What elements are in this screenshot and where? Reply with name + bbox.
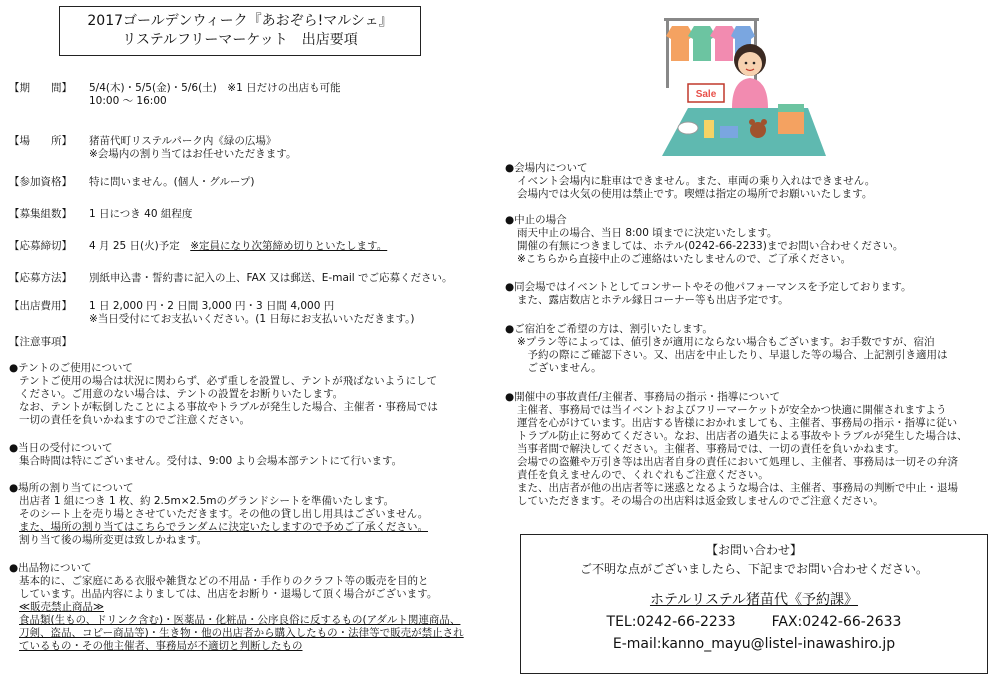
note-tent (9, 362, 489, 442)
note-heading: ●会場内について (505, 162, 588, 174)
detail-value: 4 月 25 日(火)予定 (89, 240, 191, 252)
detail-value: 1 日につき 40 組程度 (89, 208, 193, 220)
box (720, 126, 738, 138)
note-line: 会場での盗難や万引き等は出店者自身の責任において処理し、主催者、事務局は一切その弁済 (517, 456, 958, 468)
contact-tel[interactable]: TEL:0242-66-2233 (606, 614, 736, 630)
detail-list (9, 82, 489, 336)
note-line: 予約の際にご確認下さい。又、出店を中止したり、早退した等の場合、上記割引き適用は (517, 349, 948, 361)
note-line: ※こちらから直接中止のご連絡はいたしませんので、ご了承ください。 (517, 253, 852, 265)
note-cancellation (505, 214, 995, 281)
note-line: また、場所の割り当てはこちらでランダムに決定いたしますので予めご了承ください。 (19, 521, 428, 533)
contact-fax: FAX:0242-66-2633 (771, 614, 902, 630)
contact-email[interactable]: E-mail:kanno_mayu@listel-inawashiro.jp (612, 636, 896, 652)
note-line: 雨天中止の場合、当日 8:00 頃までに決定いたします。 (517, 227, 778, 239)
flea-market-illustration (658, 8, 828, 158)
note-allocation (9, 482, 489, 562)
note-line: 会場内では火気の使用は禁止です。喫煙は指定の場所でお願いいたします。 (517, 188, 873, 200)
note-line: 主催者、事務局では当イベントおよびフリーマーケットが安全かつ快適に開催されますよう (517, 404, 947, 416)
note-line: そのシート上を売り場とさせていただきます。その他の貸し出し用具はございません。 (19, 508, 429, 520)
detail-value: ※当日受付にてお支払いください。(1 日毎にお支払いいただきます。) (89, 313, 415, 325)
note-heading: ●テントのご使用について (9, 362, 133, 374)
detail-label: 【応募締切】 (9, 240, 72, 252)
contact-name[interactable]: ホテルリステル猪苗代《予約課》 (649, 592, 859, 608)
person-body (732, 78, 768, 108)
detail-label: 【参加資格】 (9, 176, 72, 188)
detail-label: 【応募方法】 (9, 272, 72, 284)
note-line: 出店者 1 組につき 1 枚、約 2.5m×2.5mのグランドシートを準備いたします。 (19, 495, 395, 507)
person-face (738, 52, 762, 76)
notes-header: 【注意事項】 (9, 336, 72, 348)
detail-method (9, 272, 489, 300)
note-items (9, 562, 489, 653)
detail-place (9, 135, 489, 176)
note-line: 一切の責任を負いかねますのでご注意ください。 (19, 414, 250, 426)
contact-box (520, 534, 988, 674)
note-line: 基本的に、ご家庭にある衣服や雑貨などの不用品・手作りのクラフト等の販売を目的と (19, 575, 429, 587)
detail-period (9, 82, 489, 135)
detail-count (9, 208, 489, 240)
note-liability (505, 391, 995, 508)
detail-value: 別紙申込書・誓約書に記入の上、FAX 又は郵送、E-mail でご応募ください。 (89, 272, 453, 284)
detail-deadline (9, 240, 489, 272)
note-line: また、出店者が他の出店者等に迷惑となるような場合は、主催者、事務局の判断で中止・退場 (517, 482, 958, 494)
note-line: 集合時間は特にございません。受付は、9:00 より会場本部テントにて行います。 (19, 455, 403, 467)
title-line-1: 2017ゴールデンウィーク『あおぞら!マルシェ』 (87, 13, 393, 29)
prohibited-items-heading: ≪販売禁止商品≫ (19, 601, 104, 613)
note-line: なお、テントが転倒したことによる事故やトラブルが発生した場合、主催者・事務局では (19, 401, 438, 413)
sale-sign-text: Sale (695, 89, 717, 100)
note-line: 責任を負えませんので、くれぐれもご注意ください。 (517, 469, 769, 481)
note-line: また、露店数店とホテル縁日コーナー等も出店予定です。 (517, 294, 789, 306)
note-heading: ●場所の割り当てについて (9, 482, 134, 494)
note-events (505, 281, 995, 323)
note-venue (505, 162, 995, 214)
detail-value: 1 日 2,000 円・2 日間 3,000 円・3 日間 4,000 円 (89, 300, 335, 312)
note-heading: ●ご宿泊をご希望の方は、割引いたします。 (505, 323, 713, 335)
detail-fee (9, 300, 489, 336)
note-reception (9, 442, 489, 482)
note-line: トラブル防止に努めてください。なお、出店者の過失による事故やトラブルが発生した場合は、 (517, 430, 968, 442)
note-line: 刀剣、盗品、コピー商品等)・生き物・他の出店者から購入したもの・法律等で販売が禁止され (19, 627, 464, 639)
right-column (505, 162, 995, 508)
plates (678, 122, 698, 134)
note-line: 割り当て後の場所変更は致しかねます。 (19, 534, 208, 546)
shirt-green (688, 26, 716, 61)
note-heading: ●開催中の事故責任/主催者、事務局の指示・指導について (505, 391, 780, 403)
contact-intro: ご不明な点がございましたら、下記までお問い合わせください。 (579, 562, 928, 576)
rack-bar (664, 18, 759, 21)
detail-label: 【期 間】 (9, 82, 72, 94)
detail-label: 【出店費用】 (9, 300, 72, 312)
note-line: しています。出品内容によりましては、出店をお断り・退場して頂く場合がございます。 (19, 588, 438, 600)
folded-clothes (778, 112, 804, 134)
shirt-orange (666, 26, 694, 61)
detail-value: 10:00 ～ 16:00 (89, 95, 167, 107)
note-line: ございません。 (517, 362, 602, 374)
note-line: 開催の有無につきましては、ホテル(0242-66-2233)までお問い合わせください。 (517, 240, 904, 252)
detail-value: 5/4(木)・5/5(金)・5/6(土) ※1 日だけの出店も可能 (89, 82, 341, 94)
detail-eligibility (9, 176, 489, 208)
title-box (59, 6, 421, 56)
note-line: テントご使用の場合は状況に関わらず、必ず重しを設置し、テントが飛ばないようにして (19, 375, 438, 387)
note-line: ているもの・その他主催者、事務局が不適切と判断したもの (19, 640, 303, 652)
contact-phone-fax (521, 611, 987, 633)
note-line: イベント会場内に駐車はできません。また、車両の乗り入れはできません。 (517, 175, 876, 187)
title-line-2: リステルフリーマーケット 出店要項 (122, 32, 358, 48)
detail-value: 特に問いません。(個人・グループ) (89, 176, 255, 188)
detail-label: 【募集組数】 (9, 208, 72, 220)
detail-label: 【場 所】 (9, 135, 72, 147)
note-line: 運営を心がけています。出店する皆様におかれましても、主催者、事務局の指示・指導に従い (517, 417, 958, 429)
note-heading: ●当日の受付について (9, 442, 113, 454)
rack-pole-left (666, 18, 669, 88)
note-line: していただきます。その場合の出店料は返金致しませんのでご注意ください。 (517, 495, 884, 507)
note-heading: ●出品物について (9, 562, 92, 574)
detail-value: 猪苗代町リステルパーク内《緑の広場》 (89, 135, 277, 147)
contact-title: 【お問い合わせ】 (705, 543, 802, 557)
note-lodging (505, 323, 995, 391)
note-line: 食品類(生もの、ドリンク含む)・医薬品・化粧品・公序良俗に反するもの(アダルト関連商品、 (19, 614, 461, 626)
deadline-note: ※定員になり次第締め切りといたします。 (190, 240, 388, 252)
left-column (9, 82, 489, 653)
note-line: ください。ご用意のない場合は、テントの設置をお断りいたします。 (19, 388, 344, 400)
note-line: 当事者間で解決してください。主催者、事務局では、一切の責任を負いかねます。 (517, 443, 905, 455)
note-heading: ●同会場ではイベントとしてコンサートやその他パフォーマンスを予定しております。 (505, 281, 912, 293)
detail-value: ※会場内の割り当てはお任せいただきます。 (89, 148, 297, 160)
note-line: ※プラン等によっては、値引きが適用にならない場合もございます。お手数ですが、宿泊 (517, 336, 935, 348)
bottle (704, 120, 714, 138)
note-heading: ●中止の場合 (505, 214, 567, 226)
